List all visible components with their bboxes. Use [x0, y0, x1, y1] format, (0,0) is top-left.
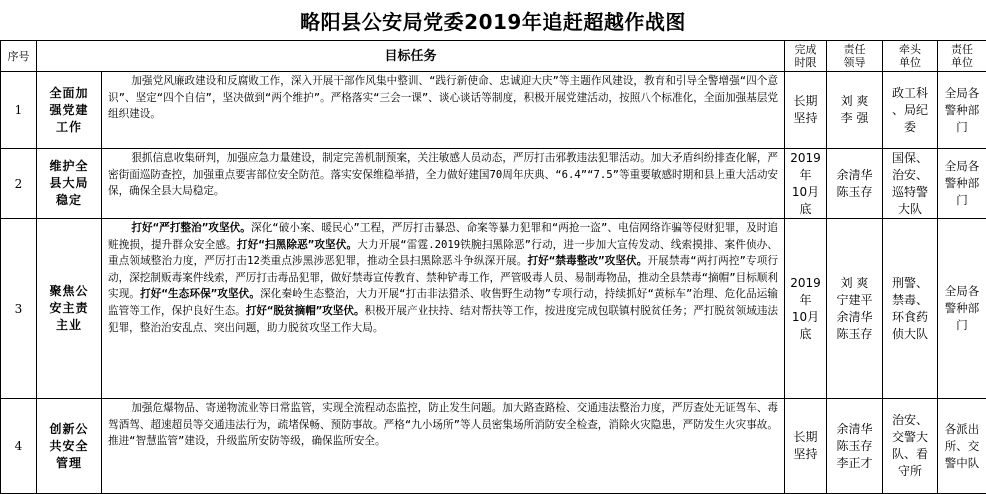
- table-row: [1, 219, 986, 399]
- task-text: 大力开展“雷霆.2019铁腕扫黑除恶”行动，进一步加大宣传发动、线索摸排、案件侦办、重点领域整治力度，严厉打击12类重点涉黑涉恶犯罪，推动全县扫黑除恶斗争纵深开展。: [108, 238, 779, 268]
- task-leader: 余清华 陈玉存: [827, 149, 883, 219]
- task-heading-bold: 打好“扫黑除恶”攻坚伏。: [236, 238, 358, 251]
- task-leader: 余清华 陈玉存 李正才: [827, 399, 883, 494]
- task-text: 开展禁毒“两打两控”专项行动，深挖制贩毒案件线索，严厉打击毒品犯罪，做好禁毒宣传教育、禁种铲毒工作，严管吸毒人员、易制毒物品，推动全县禁毒“摘帽”目标顺利实现。: [108, 255, 779, 301]
- task-content: 加强危爆物品、寄递物流业等日常监管，实现全流程动态监控，防止发生问题。加大路查路检、交通违法整治力度，严厉查处无证驾车、毒驾酒驾、超速超员等交通违法行为，疏堵保畅、预防事故。严格“九小场所”等人员密集场所消防安全检查，消除火灾隐患，严防发生火灾事故。推进“智慧监管”建设，升级监所安防等级，确保监所安全。: [102, 399, 785, 494]
- header-leader: 责任 领导: [827, 41, 883, 72]
- task-table: [0, 40, 986, 494]
- row-index: 1: [1, 72, 37, 149]
- task-name: 全面加 强党建 工作: [37, 72, 102, 149]
- header-resp-unit: 责任 单位: [938, 41, 986, 72]
- task-text: 深化“破小案、暖民心”工程，严厉打击暴恐、命案等暴力犯罪和“两抢一盗”、电信网络诈骗等侵财犯罪，及时追赃挽损，提升群众安全感。: [108, 222, 779, 251]
- table-row: [1, 149, 986, 219]
- task-deadline: 长期 坚持: [785, 399, 827, 494]
- task-lead-unit: 国保、 治安、 巡特警 大队: [883, 149, 938, 219]
- task-heading-bold: 打好“严打整治”攻坚伏。: [131, 222, 251, 234]
- row-index: 2: [1, 149, 37, 219]
- header-target: 目标任务: [37, 41, 785, 72]
- header-lead-unit: 牵头 单位: [883, 41, 938, 72]
- task-resp-unit: 全局各 警种部 门: [938, 149, 986, 219]
- task-leader: 刘 爽 李 强: [827, 72, 883, 149]
- task-content: 加强党风廉政建设和反腐败工作，深入开展干部作风集中整训、“践行新使命、忠诚迎大庆”等主题作风建设，教育和引导全警增强“四个意识”、坚定“四个自信”，坚决做到“两个维护”。严格落实“三会一课”、谈心谈话等制度，积极开展党建活动，按照八个标准化，全面加强基层党组织建设。: [102, 72, 785, 149]
- task-lead-unit: 治安、 交警大 队、看 守所: [883, 399, 938, 494]
- task-deadline: 2019 年 10月 底: [785, 149, 827, 219]
- task-deadline: 长期 坚持: [785, 72, 827, 149]
- task-lead-unit: 政工科 、局纪 委: [883, 72, 938, 149]
- row-index: 4: [1, 399, 37, 494]
- task-lead-unit: 刑警、 禁毒、 环食药 侦大队: [883, 219, 938, 399]
- table-row: [1, 399, 986, 494]
- document-title: 略阳县公安局党委2019年追赶超越作战图: [300, 9, 686, 34]
- task-heading-bold: 打好“生态环保”攻坚伏。: [140, 288, 261, 301]
- task-name: 维护全 县大局 稳定: [37, 149, 102, 219]
- task-leader: 刘 爽 宁建平 余清华 陈玉存: [827, 219, 883, 399]
- task-resp-unit: 全局各 警种部 门: [938, 72, 986, 149]
- task-resp-unit: 各派出 所、交 警中队: [938, 399, 986, 494]
- task-text: 深化秦岭生态整治，大力开展“打击非法猎杀、收售野生动物”专项行动，持续抓好“黄标车”治理、危化品运输监管等工作，保护良好生态。: [108, 288, 779, 317]
- task-heading-bold: 打好“脱贫摘帽”攻坚伏。: [245, 304, 365, 317]
- task-content: [102, 219, 785, 399]
- task-heading-bold: 打好“禁毒整改”攻坚伏。: [527, 255, 648, 268]
- table-header-row: [1, 41, 986, 72]
- task-name: 创新公 共安全 管理: [37, 399, 102, 494]
- task-name: 聚焦公 安主责 主业: [37, 219, 102, 399]
- task-text: 积极开展产业扶持、结对帮扶等工作，按进度完成包联镇村脱贫任务；严打脱贫领域违法犯罪，整治治安乱点、突出问题，助力脱贫攻坚工作大局。: [108, 304, 779, 334]
- header-index: 序号: [1, 41, 37, 72]
- header-deadline: 完成 时限: [785, 41, 827, 72]
- task-deadline: 2019 年 10月 底: [785, 219, 827, 399]
- task-resp-unit: 全局各 警种部 门: [938, 219, 986, 399]
- table-row: [1, 72, 986, 149]
- row-index: 3: [1, 219, 37, 399]
- task-content: 狠抓信息收集研判，加强应急力量建设，制定完善机制预案，关注敏感人员动态，严厉打击邪教违法犯罪活动。加大矛盾纠纷排查化解，严密街面巡防查控，加强重点要害部位安全防范。落实安保维稳举措，全力做好建国70周年庆典、“6.4”“7.5”等重要敏感时期和县上重大活动安保，确保全县大局稳定。: [102, 149, 785, 219]
